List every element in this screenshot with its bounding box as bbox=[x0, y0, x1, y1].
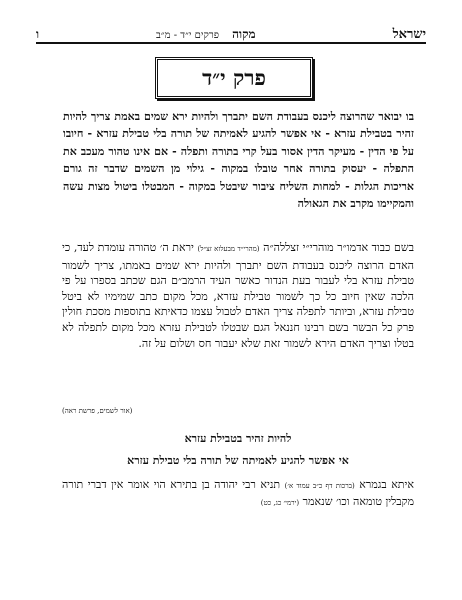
running-header bbox=[36, 16, 426, 44]
chapter-title-box bbox=[155, 57, 313, 99]
page-number: ו bbox=[36, 27, 40, 41]
body-citation: (מהרי״ד מבעלזא זצ״ל) bbox=[197, 245, 260, 253]
chapter-title: פרק י״ד bbox=[202, 65, 266, 90]
body2-opening: איתא בגמרא bbox=[359, 478, 414, 491]
body-main-text: יראת ה׳ טהורה עומדת לעד, כי האדם הרוצה ליכנס בעבודת השם יתברך ולהיות ירא שמים באמתו, צריך לשמור טבילת עזרא בלי לעבור בעת הנדור כאשר העיד הרמב״ם הגם שכתב בספרו על פי הלכה שאין חיוב כל כך לשמור טבילת עזרא, מכל מקום כתב שמימיו לא ביטל טבילת עזרא, וביותר לתפלה צריך האדם לטבול עצמו כדאיתא בתוספות מסכת חולין פרק כל הבשר בשם רבינו חננאל הגם שבטלו לטבילת עזרא מכל מקום לתפלה לא בטלו וצריך האדם הירא לשמור זאת שלא יעבור חס ושלום על זה. bbox=[62, 241, 414, 350]
body2-citation: (ברכות דף כ״ב עמוד א׳) bbox=[284, 482, 355, 490]
header-title: מקוה bbox=[232, 27, 256, 41]
body-opening: בשם כבוד אדמו״ר מוהרי״י זצללה״ה bbox=[263, 241, 415, 254]
body-paragraph-2 bbox=[62, 477, 414, 511]
body-paragraph bbox=[62, 240, 414, 351]
body2-main-text: תניא רבי יהודה בן בתירא הוי אומר אין דברי תורה מקבלין טומאה וכו׳ שנאמר bbox=[62, 478, 414, 508]
header-book-title: ישראל bbox=[392, 27, 426, 42]
chapter-summary: בו יבואר שהרוצה ליכנס בעבודת השם יתברך ולהיות ירא שמים באמת צריך להיות זהיר בטבילת עזרא - אי אפשר להגיע לאמיתה של תורה בלי טבילת עזרא - חיובו על פי הדין - מעיקר הדין אסור בעל קרי בתורה ותפלה - אם אינו טהור מעכב את התפלה - יעסוק בתורה אחר טובלו במקוה - גילוי מן השמים שדבר זה גורם אריכות הגלות - למחות השליח ציבור שיבטל במקוה - המבטלו ביטול מצות עשה והמקיימו מקרב את הגאולה bbox=[63, 110, 414, 211]
section-title: להיות זהיר בטבילת עזרא bbox=[184, 432, 292, 445]
header-subtitle: פרקים י״ד - מ״ב bbox=[155, 30, 220, 41]
subsection-title: אי אפשר להגיע לאמיתה של תורה בלי טבילת עזרא bbox=[127, 454, 349, 467]
body2-citation-2: (ירמי׳ כג, כט) bbox=[260, 499, 300, 507]
header-center bbox=[156, 23, 256, 42]
source-citation: (אור לשמים, פרשת ראה) bbox=[62, 407, 133, 415]
